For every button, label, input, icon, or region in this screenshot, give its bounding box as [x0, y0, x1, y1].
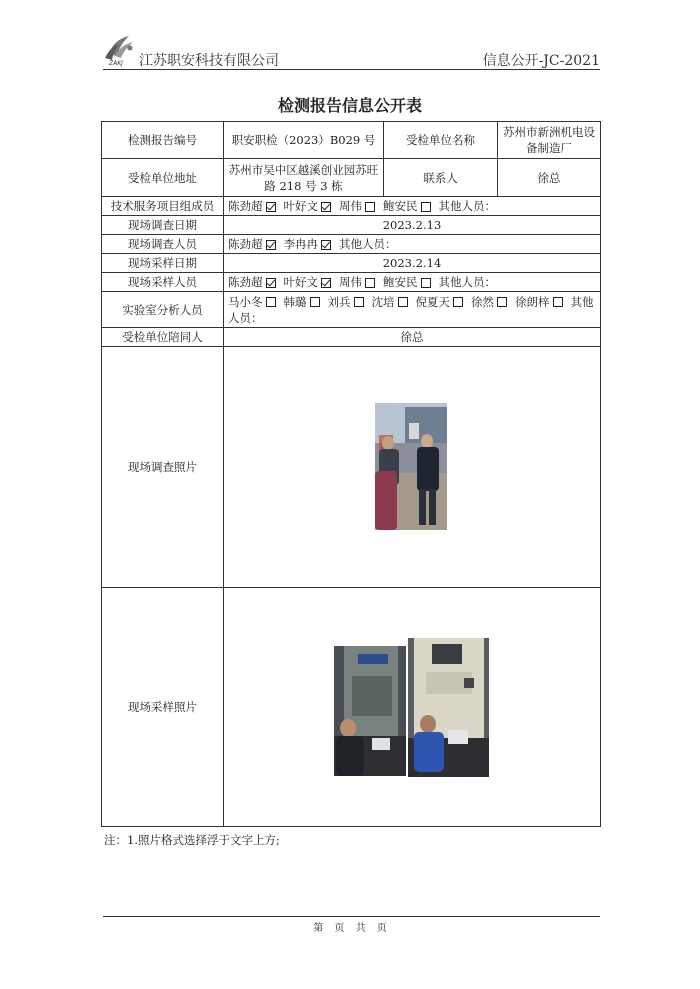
document-code: 信息公开-JC-2021 [482, 53, 600, 69]
table-row [102, 588, 601, 827]
person-entry [228, 274, 280, 290]
client-name-label: 受检单位名称 [384, 122, 498, 159]
survey-photo-image [375, 403, 447, 530]
table-row [102, 347, 601, 588]
checked-checkbox-icon [321, 278, 331, 288]
lab-analyst-members [224, 292, 601, 328]
person-name: 陈劲超 [228, 237, 263, 251]
person-entry [471, 294, 511, 310]
person-name: 沈培 [371, 294, 395, 309]
person-name: 周伟 [339, 275, 362, 289]
checkbox-icon [266, 297, 276, 307]
checked-checkbox-icon [266, 202, 276, 212]
team-members [224, 197, 601, 216]
checkbox-icon [453, 297, 463, 307]
person-name: 李冉冉 [283, 237, 318, 251]
table-row [102, 254, 601, 273]
report-no-label: 检测报告编号 [102, 122, 224, 159]
client-address-value: 苏州市吴中区越溪创业园苏旺路 218 号 3 栋 [224, 159, 384, 197]
sampling-photo-image-1 [334, 646, 406, 776]
table-row [102, 197, 601, 216]
checked-checkbox-icon [321, 240, 331, 250]
page-title: 检测报告信息公开表 [277, 96, 422, 115]
table-row [102, 328, 601, 347]
checkbox-icon [421, 202, 431, 212]
contact-label: 联系人 [384, 159, 498, 197]
checked-checkbox-icon [266, 240, 276, 250]
checked-checkbox-icon [321, 202, 331, 212]
page-header [103, 30, 600, 70]
survey-date-label: 现场调查日期 [102, 216, 224, 235]
person-entry [284, 274, 336, 290]
person-entry [228, 198, 280, 214]
checkbox-icon [553, 297, 563, 307]
person-entry [339, 274, 379, 290]
person-name: 鲍安民 [383, 275, 418, 289]
person-name: 倪夏天 [415, 294, 450, 309]
logo-caption: ZAKJ [109, 60, 123, 67]
checkbox-icon [365, 202, 375, 212]
person-name: 马小冬 [228, 294, 263, 309]
person-name: 鲍安民 [383, 199, 418, 213]
footnote: 注：1.照片格式选择浮于文字上方; [104, 833, 280, 847]
team-label: 技术服务项目组成员 [102, 197, 224, 216]
checkbox-icon [310, 297, 320, 307]
table-row [102, 292, 601, 328]
footer-divider [103, 916, 600, 917]
sampler-members [224, 273, 601, 292]
other-personnel-label: 其他人员： [438, 275, 496, 289]
checkbox-icon [398, 297, 408, 307]
table-row [102, 159, 601, 197]
report-no-value: 职安职检（2023）B029 号 [224, 122, 384, 159]
other-personnel-label: 其他人员： [228, 294, 594, 325]
person-name: 刘兵 [327, 294, 351, 309]
person-entry [328, 294, 368, 310]
checkbox-icon [421, 278, 431, 288]
survey-photo-cell [224, 347, 601, 588]
table-row [102, 216, 601, 235]
page-number: 第 页 共 页 [313, 923, 387, 934]
survey-photo-label: 现场调查照片 [102, 347, 224, 588]
sampling-photo-image-2 [408, 638, 489, 777]
escort-label: 受检单位陪同人 [102, 328, 224, 347]
checked-checkbox-icon [266, 278, 276, 288]
survey-date-value: 2023.2.13 [224, 216, 601, 235]
surveyors-label: 现场调查人员 [102, 235, 224, 254]
contact-value: 徐总 [498, 159, 601, 197]
person-entry [284, 198, 336, 214]
person-name: 陈劲超 [228, 199, 263, 213]
sampling-photo-label: 现场采样照片 [102, 588, 224, 827]
person-name: 韩璐 [283, 294, 307, 309]
table-row [102, 273, 601, 292]
person-entry [383, 274, 435, 290]
client-address-label: 受检单位地址 [102, 159, 224, 197]
person-name: 叶好文 [283, 199, 318, 213]
samplers-label: 现场采样人员 [102, 273, 224, 292]
table-row [102, 235, 601, 254]
surveyor-members [224, 235, 601, 254]
report-info-table [101, 121, 601, 827]
lab-analysts-label: 实验室分析人员 [102, 292, 224, 328]
person-name: 徐朗梓 [515, 294, 550, 309]
other-personnel-label: 其他人员： [339, 237, 397, 251]
sampling-photo-cell [224, 588, 601, 827]
person-entry [339, 198, 379, 214]
escort-value: 徐总 [224, 328, 601, 347]
person-entry [383, 198, 435, 214]
person-name: 周伟 [339, 199, 362, 213]
client-name-value: 苏州市新洲机电设备制造厂 [498, 122, 601, 159]
person-entry [416, 294, 468, 310]
person-entry [515, 294, 567, 310]
company-name: 江苏职安科技有限公司 [139, 53, 279, 69]
checkbox-icon [497, 297, 507, 307]
other-personnel-label: 其他人员： [438, 199, 496, 213]
person-entry [228, 294, 280, 310]
checkbox-icon [354, 297, 364, 307]
sampling-date-value: 2023.2.14 [224, 254, 601, 273]
checkbox-icon [365, 278, 375, 288]
person-name: 叶好文 [283, 275, 318, 289]
table-row [102, 122, 601, 159]
person-name: 徐然 [471, 294, 494, 309]
sampling-date-label: 现场采样日期 [102, 254, 224, 273]
person-entry [228, 236, 280, 252]
person-entry [284, 236, 336, 252]
person-name: 陈劲超 [228, 275, 263, 289]
header-divider [103, 69, 600, 70]
person-entry [372, 294, 412, 310]
person-entry [284, 294, 324, 310]
